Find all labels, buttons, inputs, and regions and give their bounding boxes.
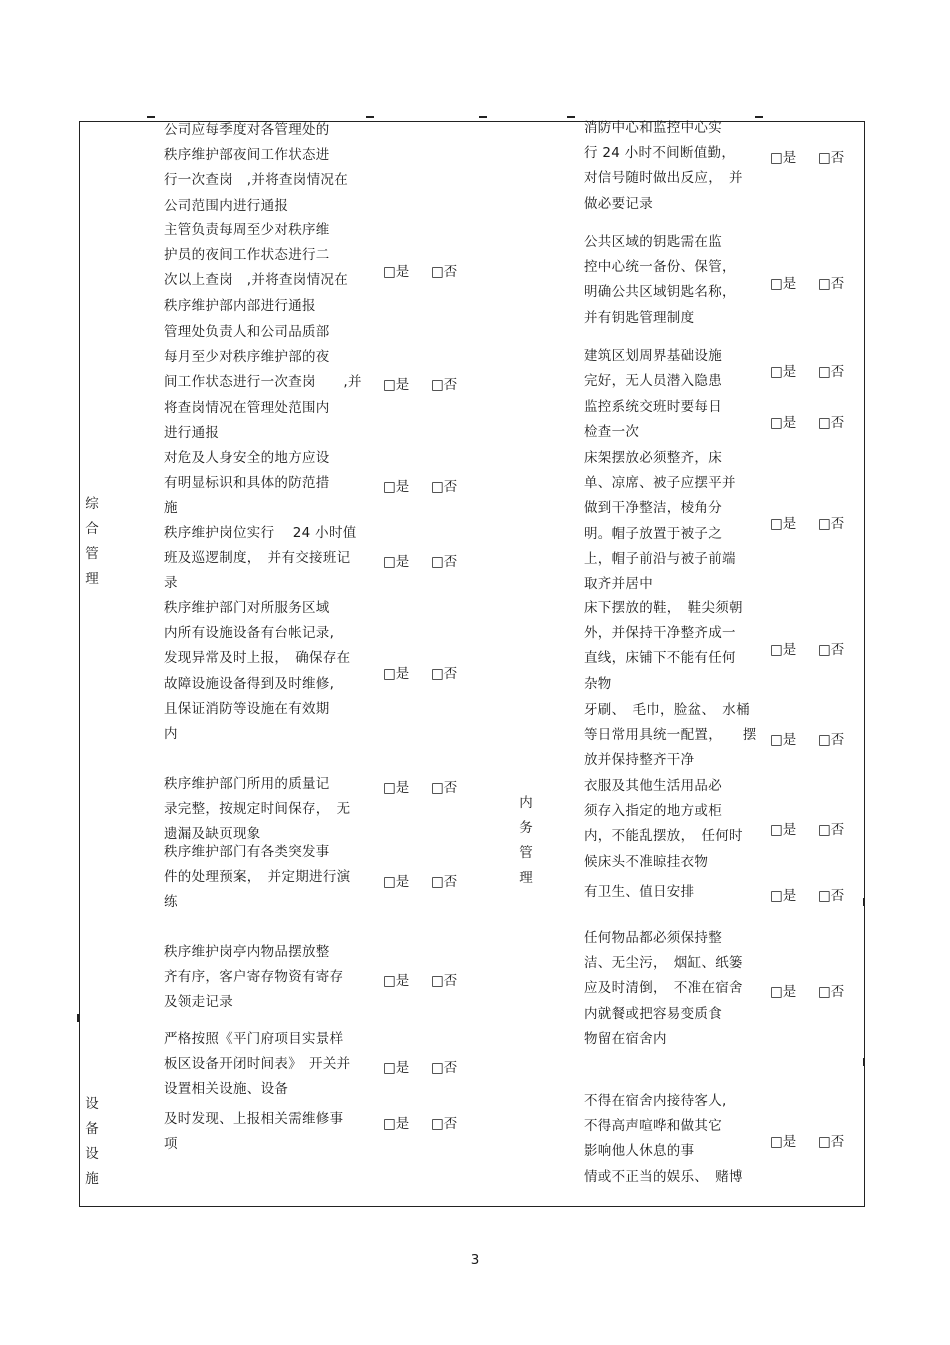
left-item-line: 护员的夜间工作状态进行二: [164, 247, 330, 264]
right-item-line: 不得高声喧哗和做其它: [584, 1118, 722, 1135]
left-checkbox-yes: □是: [383, 973, 410, 989]
right-item-line: 洁、无尘污， 烟缸、纸篓: [584, 955, 743, 972]
left-checkbox-no: □否: [431, 666, 458, 682]
left-item-line: 进行通报: [164, 424, 220, 441]
category-char: 内: [519, 795, 533, 811]
left-checkbox-yes: □是: [383, 874, 410, 890]
right-item-line: 有卫生、值日安排: [584, 884, 695, 900]
right-checkbox-yes: □是: [770, 516, 797, 532]
left-checkbox-no: □否: [431, 554, 458, 570]
left-item-line: 秩序维护部内部进行通报: [164, 297, 316, 314]
left-item-line: 公司范围内进行通报: [164, 197, 289, 214]
right-checkbox-yes: □是: [770, 642, 797, 658]
category-char: 理: [85, 571, 99, 587]
right-item-line: 放并保持整齐干净: [584, 752, 695, 769]
right-item-line: 影响他人休息的事: [584, 1143, 695, 1160]
left-item-line: 严格按照《平门府项目实景样: [164, 1031, 344, 1047]
right-checkbox-no: □否: [818, 150, 845, 166]
right-item-line: 任何物品都必须保持整: [584, 930, 722, 946]
right-item-line: 建筑区划周界基础设施: [584, 348, 722, 364]
right-item-line: 明确公共区域钥匙名称，: [584, 284, 736, 301]
page-number: 3: [470, 1252, 480, 1268]
right-item-line: 上，帽子前沿与被子前端: [584, 550, 736, 567]
left-item-line: 板区设备开闭时间表》 开关并: [164, 1056, 351, 1073]
right-item-line: 不得在宿舍内接待客人,: [584, 1093, 727, 1109]
right-checkbox-yes: □是: [770, 364, 797, 380]
left-item-line: 发现异常及时上报， 确保存在: [164, 650, 351, 667]
right-item-line: 对信号随时做出反应， 并: [584, 170, 743, 187]
left-checkbox-yes: □是: [383, 1060, 410, 1076]
right-item-line: 明。帽子放置于被子之: [584, 525, 722, 542]
right-item-line: 物留在宿舍内: [584, 1030, 667, 1047]
border-mark: [863, 898, 865, 906]
left-item-line: 每月至少对秩序维护部的夜: [164, 349, 330, 366]
right-checkbox-yes: □是: [770, 150, 797, 166]
left-item-line: 公司应每季度对各管理处的: [164, 122, 330, 138]
right-item-line: 并有钥匙管理制度: [584, 309, 695, 326]
left-item-line: 设置相关设施、设备: [164, 1081, 289, 1098]
border-mark: [77, 1014, 79, 1022]
left-checkbox-yes: □是: [383, 780, 410, 796]
right-item-line: 公共区域的钥匙需在监: [584, 234, 722, 250]
left-item-line: 对危及人身安全的地方应设: [164, 450, 330, 466]
category-char: 管: [85, 546, 99, 562]
left-item-line: 有明显标识和具体的防范措: [164, 475, 330, 492]
left-checkbox-yes: □是: [383, 479, 410, 495]
category-char: 施: [85, 1171, 99, 1187]
right-checkbox-yes: □是: [770, 415, 797, 431]
left-checkbox-no: □否: [431, 264, 458, 280]
right-item-line: 床架摆放必须整齐，床: [584, 450, 722, 466]
category-char: 备: [85, 1121, 99, 1137]
right-checkbox-yes: □是: [770, 822, 797, 838]
left-checkbox-yes: □是: [383, 1116, 410, 1132]
left-item-line: 间工作状态进行一次查岗 ,并: [164, 374, 362, 391]
left-item-line: 且保证消防等设施在有效期: [164, 700, 330, 717]
right-checkbox-yes: □是: [770, 888, 797, 904]
left-item-line: 练: [164, 894, 178, 911]
left-item-line: 秩序维护部夜间工作状态进: [164, 147, 330, 164]
left-checkbox-no: □否: [431, 479, 458, 495]
left-item-line: 秩序维护岗亭内物品摆放整: [164, 944, 330, 960]
right-item-line: 杂物: [584, 675, 612, 692]
left-item-line: 秩序维护岗位实行 24 小时值: [164, 525, 357, 541]
left-checkbox-yes: □是: [383, 666, 410, 682]
table-tick: [479, 116, 487, 118]
left-item-line: 内所有设施设备有台帐记录,: [164, 625, 335, 642]
right-checkbox-yes: □是: [770, 276, 797, 292]
right-checkbox-yes: □是: [770, 984, 797, 1000]
table-tick: [567, 116, 575, 118]
left-checkbox-no: □否: [431, 377, 458, 393]
right-checkbox-yes: □是: [770, 1134, 797, 1150]
table-tick: [755, 116, 763, 118]
left-checkbox-no: □否: [431, 874, 458, 890]
category-char: 合: [85, 521, 99, 537]
right-item-line: 外，并保持干净整齐成一: [584, 625, 736, 642]
table-tick: [147, 116, 155, 118]
left-item-line: 件的处理预案， 并定期进行演: [164, 869, 351, 886]
category-char: 管: [519, 845, 533, 861]
right-checkbox-yes: □是: [770, 732, 797, 748]
left-item-line: 及领走记录: [164, 994, 233, 1011]
right-item-line: 单、凉席、被子应摆平并: [584, 475, 736, 492]
right-item-line: 牙刷、 毛巾，脸盆、 水桶: [584, 702, 750, 718]
left-item-line: 秩序维护部门有各类突发事: [164, 844, 330, 860]
right-item-line: 消防中心和监控中心实: [584, 120, 722, 136]
left-item-line: 及时发现、上报相关需维修事: [164, 1111, 344, 1127]
right-item-line: 完好，无人员潜入隐患: [584, 373, 722, 390]
left-item-line: 行一次查岗 ,并将查岗情况在: [164, 172, 348, 189]
right-checkbox-no: □否: [818, 642, 845, 658]
left-item-line: 遗漏及缺页现象: [164, 826, 261, 843]
right-checkbox-no: □否: [818, 516, 845, 532]
right-item-line: 行 24 小时不间断值勤，: [584, 145, 736, 162]
category-char: 务: [519, 820, 533, 836]
right-item-line: 监控系统交班时要每日: [584, 399, 722, 415]
right-checkbox-no: □否: [818, 888, 845, 904]
left-checkbox-yes: □是: [383, 554, 410, 570]
right-item-line: 内就餐或把容易变质食: [584, 1005, 722, 1022]
right-item-line: 做必要记录: [584, 195, 653, 212]
right-item-line: 须存入指定的地方或柜: [584, 803, 722, 820]
right-item-line: 取齐并居中: [584, 576, 653, 592]
left-checkbox-no: □否: [431, 1060, 458, 1076]
left-item-line: 主管负责每周至少对秩序维: [164, 222, 330, 238]
right-checkbox-no: □否: [818, 1134, 845, 1150]
border-mark: [863, 1058, 865, 1066]
left-item-line: 项: [164, 1136, 178, 1153]
right-checkbox-no: □否: [818, 732, 845, 748]
table-tick: [366, 116, 374, 118]
left-item-line: 录: [164, 575, 178, 592]
category-char: 综: [85, 496, 99, 512]
left-item-line: 将查岗情况在管理处范围内: [164, 399, 330, 416]
right-item-line: 等日常用具统一配置， 摆: [584, 727, 757, 744]
left-item-line: 秩序维护部门对所服务区域: [164, 600, 330, 616]
left-item-line: 施: [164, 500, 178, 517]
left-item-line: 秩序维护部门所用的质量记: [164, 776, 330, 792]
left-checkbox-yes: □是: [383, 377, 410, 393]
right-item-line: 内，不能乱摆放， 任何时: [584, 828, 743, 845]
left-item-line: 班及巡逻制度， 并有交接班记: [164, 550, 351, 567]
left-item-line: 齐有序，客户寄存物资有寄存: [164, 969, 344, 986]
right-item-line: 床下摆放的鞋， 鞋尖须朝: [584, 600, 743, 616]
left-item-line: 管理处负责人和公司品质部: [164, 324, 330, 340]
right-checkbox-no: □否: [818, 276, 845, 292]
right-item-line: 直线，床铺下不能有任何: [584, 650, 736, 667]
right-item-line: 情或不正当的娱乐、 赌博: [584, 1168, 743, 1185]
right-item-line: 检查一次: [584, 424, 640, 441]
right-item-line: 做到干净整洁，棱角分: [584, 500, 722, 517]
right-checkbox-no: □否: [818, 984, 845, 1000]
left-item-line: 次以上查岗 ,并将查岗情况在: [164, 272, 348, 289]
left-item-line: 故障设施设备得到及时维修,: [164, 675, 335, 692]
right-item-line: 候床头不准晾挂衣物: [584, 853, 709, 870]
right-item-line: 控中心统一备份、保管，: [584, 259, 736, 276]
right-item-line: 应及时清倒， 不准在宿舍: [584, 980, 743, 997]
right-checkbox-no: □否: [818, 822, 845, 838]
left-checkbox-no: □否: [431, 973, 458, 989]
category-char: 设: [85, 1096, 99, 1112]
category-char: 理: [519, 870, 533, 886]
left-checkbox-no: □否: [431, 1116, 458, 1132]
left-item-line: 内: [164, 726, 178, 742]
right-checkbox-no: □否: [818, 415, 845, 431]
left-checkbox-no: □否: [431, 780, 458, 796]
left-checkbox-yes: □是: [383, 264, 410, 280]
category-char: 设: [85, 1146, 99, 1162]
right-item-line: 衣服及其他生活用品必: [584, 778, 722, 794]
right-checkbox-no: □否: [818, 364, 845, 380]
left-item-line: 录完整，按规定时间保存， 无: [164, 801, 351, 818]
